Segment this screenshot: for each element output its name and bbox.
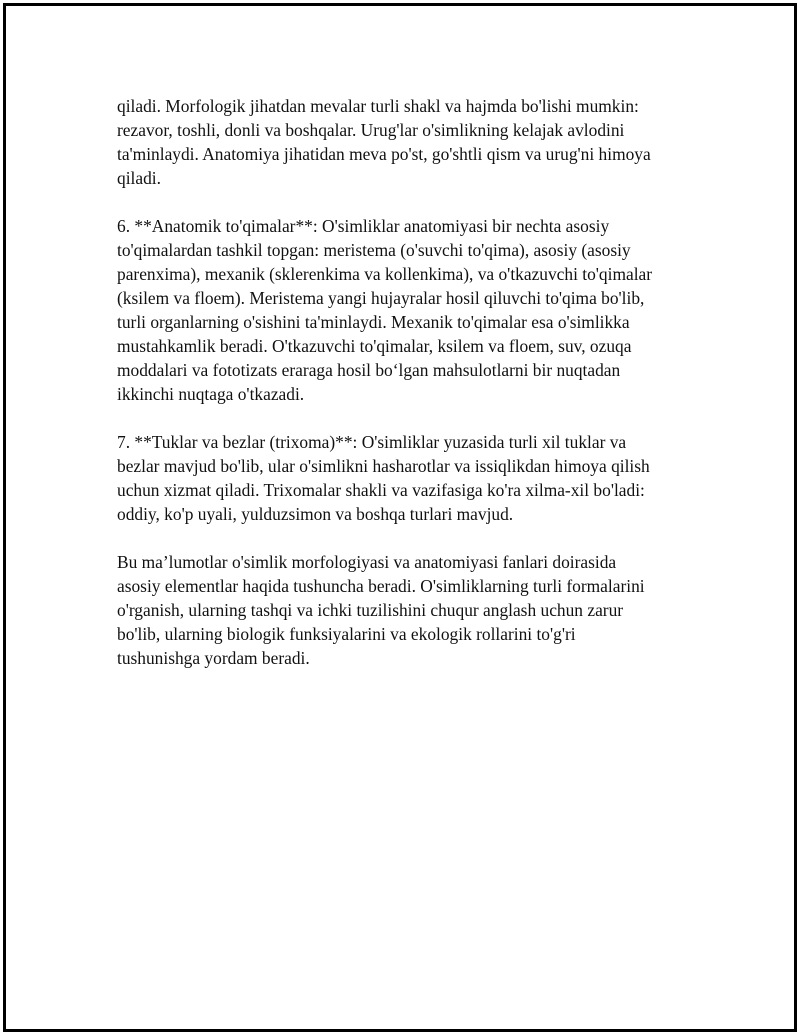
paragraph-fruit-continuation: qiladi. Morfologik jihatdan mevalar turli shakl va hajmda bo'lishi mumkin: rezavor, toshli, donli va boshqalar. Urug'lar o'simlikning kelajak avlodini ta'minlaydi. Anatomiya jihatidan meva po'st, go'shtli qism va urug'ni himoya qiladi. bbox=[117, 96, 651, 188]
paragraph-trichomes: 7. **Tuklar va bezlar (trixoma)**: O'simliklar yuzasida turli xil tuklar va bezlar mavjud bo'lib, ular o'simlikni hasharotlar va issiqlikdan himoya qilish uchun xizmat qiladi. Trixomalar shakli va vazifasiga ko'ra xilma-xil bo'ladi: oddiy, ko'p uyali, yulduzsimon va boshqa turlari mavjud. bbox=[117, 432, 650, 524]
page-content bbox=[117, 94, 692, 694]
paragraph-anatomical-tissues: 6. **Anatomik to'qimalar**: O'simliklar anatomiyasi bir nechta asosiy to'qimalardan tashkil topgan: meristema (o'suvchi to'qima), asosiy (asosiy parenxima), mexanik (sklerenkima va kollenkima), va o'tkazuvchi to'qimalar (ksilem va floem). Meristema yangi hujayralar hosil qiluvchi to'qima bo'lib, turli organlarning o'sishini ta'minlaydi. Mexanik to'qimalar esa o'simlikka mustahkamlik beradi. O'tkazuvchi to'qimalar, ksilem va floem, suv, ozuqa moddalari va fototizats eraraga hosil bo‘lgan mahsulotlarni bir nuqtadan ikkinchi nuqtaga o'tkazadi. bbox=[117, 216, 653, 404]
paragraph-conclusion: Bu ma’lumotlar o'simlik morfologiyasi va anatomiyasi fanlari doirasida asosiy elementlar haqida tushuncha beradi. O'simliklarning turli formalarini o'rganish, ularning tashqi va ichki tuzilishini chuqur anglash uchun zarur bo'lib, ularning biologik funksiyalarini va ekologik rollarini to'g'ri tushunishga yordam beradi. bbox=[117, 552, 645, 668]
